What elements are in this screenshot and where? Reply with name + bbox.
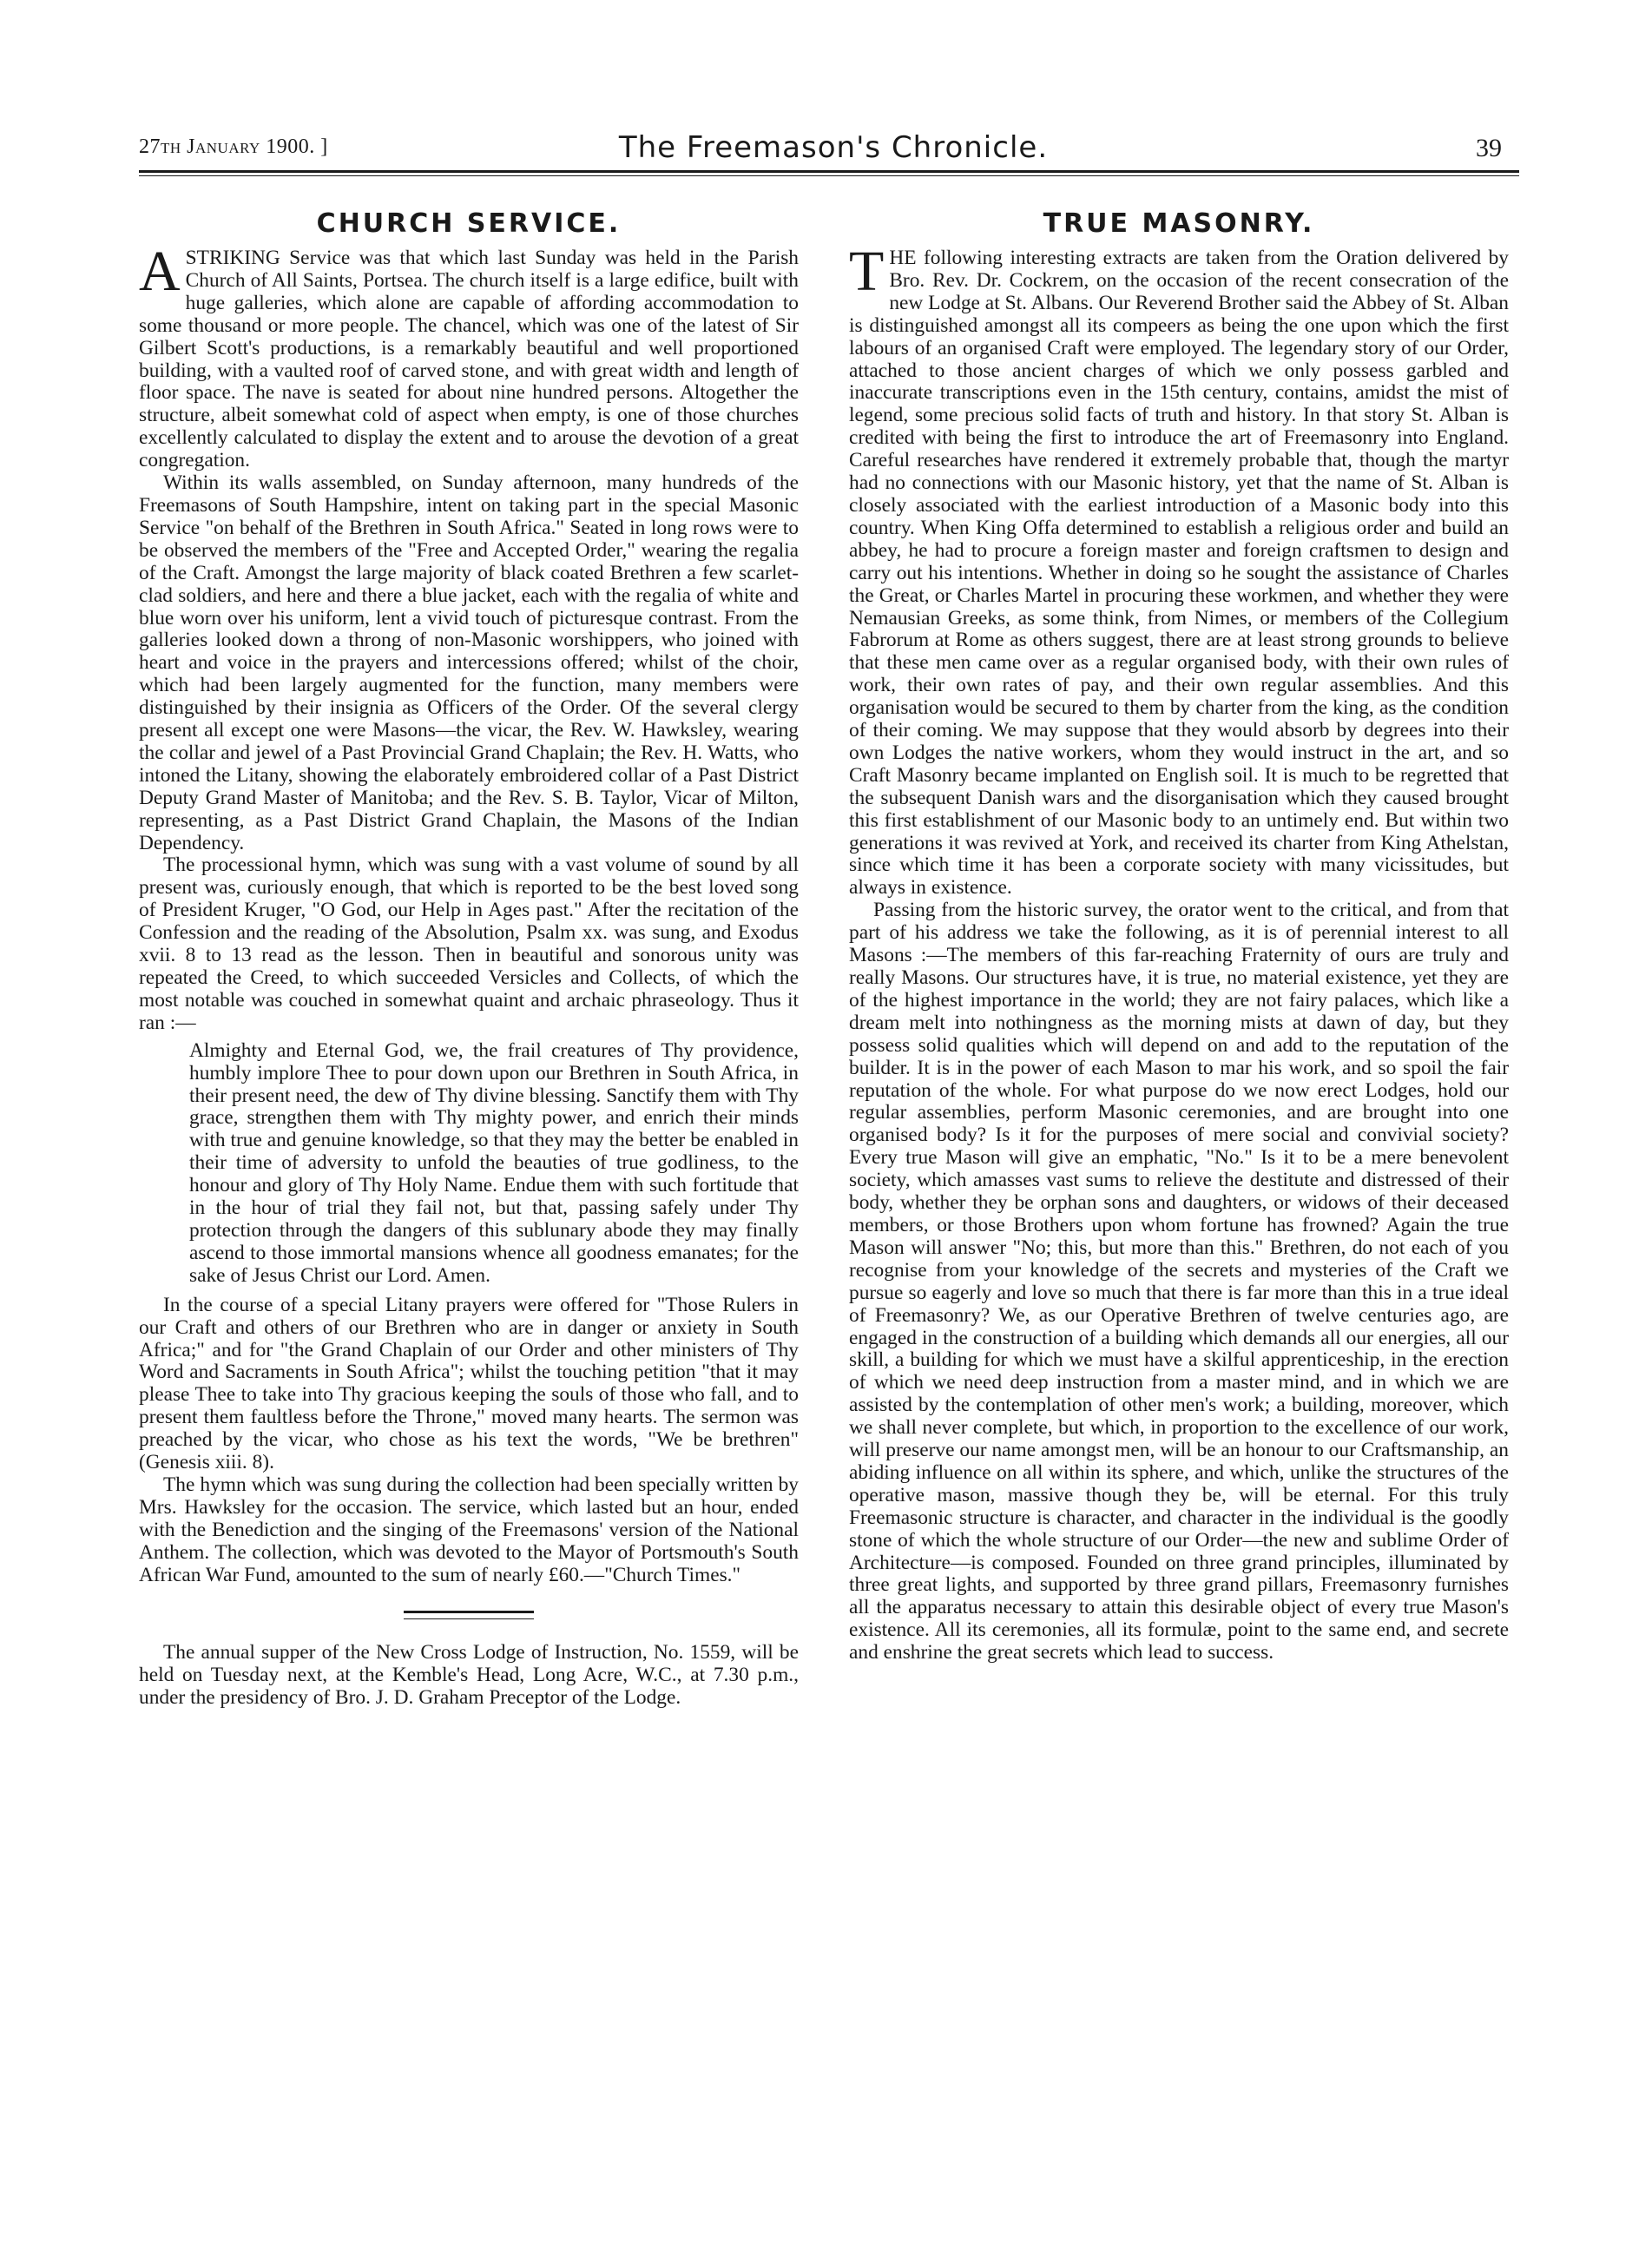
left-column	[139, 208, 799, 1710]
section-divider	[404, 1611, 534, 1619]
article-paragraph: The processional hymn, which was sung with a vast volume of sound by all present was, curiously enough, that which is reported to be the best loved song of President Kruger, "O God, our Help in Ages past." After the recitation of the Confession and the reading of the Absolution, Psalm xx. was sung, and Exodus xvii. 8 to 13 read as the lesson. Then in beautiful and sonorous unity was repeated the Creed, to which succeeded Versicles and Collects, of which the most notable was couched in somewhat quaint and archaic phraseology. Thus it ran :—	[139, 854, 799, 1034]
page-number: 39	[1476, 134, 1502, 162]
header-rule-thin	[139, 175, 1519, 176]
header-rule	[139, 170, 1519, 173]
article-paragraph: Within its walls assembled, on Sunday afternoon, many hundreds of the Freemasons of South Hampshire, intent on taking part in the special Masonic Service "on behalf of the Brethren in South Africa." Seated in long rows were to be observed the members of the "Free and Accepted Order," wearing the regalia of the Craft. Amongst the large majority of black coated Brethren a few scarlet-clad soldiers, and here and there a blue jacket, each with the regalia of white and blue worn over his uniform, lent a vivid touch of picturesque contrast. From the galleries looked down a throng of non-Masonic worshippers, who joined with heart and voice in the prayers and intercessions offered; whilst of the choir, which had been largely augmented for the function, many members were distinguished by their insignia as Officers of the Order. Of the several clergy present all except one were Masons—the vicar, the Rev. W. Hawksley, wearing the collar and jewel of a Past Provincial Grand Chaplain; the Rev. H. Watts, who intoned the Litany, showing the elaborately embroidered collar of a Past District Deputy Grand Master of Manitoba; and the Rev. S. B. Taylor, Vicar of Milton, representing, as a Past District Grand Chaplain, the Masons of the Indian Dependency.	[139, 471, 799, 854]
prayer-quotation: Almighty and Eternal God, we, the frail creatures of Thy providence, humbly implore Thee to pour down upon our Brethren in South Africa, in their present need, the dew of Thy divine blessing. Sanctify them with Thy grace, strengthen them with Thy mighty power, and enrich their minds with true and genuine knowledge, so that they may the better be enabled in their time of adversity to unfold the beauties of true godliness, to the honour and glory of Thy Holy Name. Endue them with such fortitude that in the hour of trial they fail not, but that, passing safely under Thy protection through the dangers of this sublunary abode they may finally ascend to those immortal mansions whence all goodness emanates; for the sake of Jesus Christ our Lord. Amen.	[189, 1038, 799, 1287]
issue-date: 27th January 1900. ]	[139, 135, 328, 158]
article-heading-church-service: CHURCH SERVICE.	[316, 208, 622, 239]
article-paragraph	[139, 240, 799, 472]
paragraph-text: HE following interesting extracts are taken from the Oration delivered by Bro. Rev. Dr. Cockrem, on the occasion of the recent consecration of the new Lodge at St. Albans. Our Reverend Brother said the Abbey of St. Alban is distinguished amongst all its compeers as being the one upon which the first labours of an organised Craft were employed. The legendary story of our Order, attached to those ancient charges of which we only possess garbled and inaccurate transcriptions even in the 15th century, contains, amidst the mist of legend, some precious solid facts of truth and history. In that story St. Alban is credited with being the first to introduce the art of Freemasonry into England. Careful researches have rendered it extremely probable that, though the martyr had no connections with our Masonic history, yet that the name of St. Alban is closely associated with the earliest introduction of a Masonic body into this country. When King Offa determined to establish a religious order and build an abbey, he had to procure a foreign master and foreign craftsmen to design and carry out his intentions. Whether in doing so he sought the assistance of Charles the Great, or Charles Martel in procuring these workmen, and whether they were Nemausian Greeks, as some think, from Nimes, or members of the Collegium Fabrorum at Rome as others suggest, there are at least strong grounds to believe that these men came over as a regular organised body, with their own rules of work, their own rates of pay, and their own regular assemblies. And this organisation would be secured to them by charter from the king, as the condition of their coming. We may suppose that they would absorb by degrees into their own Lodges the native workers, whom they would instruct in the art, and so Craft Masonry became implanted on English soil. It is much to be regretted that the subsequent Danish wars and the disorganisation which they caused brought this first establishment of our Masonic body to an untimely end. But within two generations it was revived at York, and received its charter from King Athelstan, since which time it has been a corporate society with many vicissitudes, but always in existence.	[849, 247, 1509, 900]
article-paragraph: In the course of a special Litany prayers were offered for "Those Rulers in our Craft and others of our Brethren who are in danger or anxiety in South Africa;" and for "the Grand Chaplain of our Order and other ministers of Thy Word and Sacraments in South Africa"; whilst the touching petition "that it may please Thee to take into Thy gracious keeping the souls of those who fall, and to present them faultless before the Throne," moved many hearts. The sermon was preached by the vicar, who chose as his text the words, "We be brethren" (Genesis xiii. 8).	[139, 1293, 799, 1474]
article-paragraph	[849, 240, 1509, 900]
article-paragraph: The hymn which was sung during the collection had been specially written by Mrs. Hawksley for the occasion. The service, which lasted but an hour, ended with the Benediction and the singing of the Freemasons' version of the National Anthem. The collection, which was devoted to the Mayor of Portsmouth's South African War Fund, amounted to the sum of nearly £60.—"Church Times."	[139, 1473, 799, 1586]
right-column	[849, 208, 1509, 1664]
masthead-title: The Freemason's Chronicle.	[618, 130, 1049, 165]
drop-cap: A	[139, 240, 181, 303]
page-header	[139, 130, 1528, 167]
article-paragraph: Passing from the historic survey, the orator went to the critical, and from that part of his address we take the following, as it is of perennial interest to all Masons :—The members of this far-reaching Fraternity of ours are truly and really Masons. Our structures have, it is true, no material existence, yet they are of the highest importance in the world; they are not fairy palaces, which like a dream melt into nothingness as the morning mists at dawn of day, but they possess solid qualities which will depend on and add to the reputation of the builder. It is in the power of each Mason to mar his work, and so spoil the fair reputation of the whole. For what purpose do we now erect Lodges, hold our regular assemblies, perform Masonic ceremonies, and are brought into one organised body? Is it for the purposes of mere social and convivial society? Every true Mason will give an emphatic, "No." Is it to be a mere benevolent society, which amasses vast sums to relieve the destitute and distressed of their body, whether they be orphan sons and daughters, or widows of their deceased members, or those Brothers upon whom fortune has frowned? Again the true Mason will answer "No; this, but more than this." Brethren, do not each of you recognise from your knowledge of the secrets and mysteries of the Craft we pursue so eagerly and love so much that there is far more than this in a true ideal of Freemasonry? We, as our Operative Brethren of twelve centuries ago, are engaged in the construction of a building which demands all our energies, all our skill, a building for which we must have a skilful apprenticeship, in the erection of which we need deep instruction from a master mind, and in which we are assisted by the contemplation of other men's work; a building, moreover, which we shall never complete, but which, in proportion to the excellence of our work, will preserve our name amongst men, will be an honour to our Craftsmanship, an abiding influence on all within its sphere, and which, unlike the structures of the operative mason, massive though they be, will be eternal. For this truly Freemasonic structure is character, and character in the individual is the goodly stone of which the whole structure of our Order—the new and sublime Order of Architecture—is composed. Founded on three grand principles, illuminated by three great lights, and supported by three grand pillars, Freemasonry furnishes all the apparatus necessary to attain this desirable object of every true Mason's existence. All its ceremonies, all its formulæ, point to the same end, and secrete and enshrine the great secrets which lead to success.	[849, 899, 1509, 1664]
notice-paragraph: The annual supper of the New Cross Lodge of Instruction, No. 1559, will be held on Tuesday next, at the Kemble's Head, Long Acre, W.C., at 7.30 p.m., under the presidency of Bro. J. D. Graham Preceptor of the Lodge.	[139, 1641, 799, 1710]
article-heading-true-masonry: TRUE MASONRY.	[1043, 208, 1315, 239]
paragraph-text: STRIKING Service was that which last Sunday was held in the Parish Church of All Saints, Portsea. The church itself is a large edifice, built with huge galleries, which alone are capable of affording accommodation to some thousand or more people. The chancel, which was one of the latest of Sir Gilbert Scott's productions, is a remarkably beautiful and well proportioned building, with a vaulted roof of carved stone, and with great width and length of floor space. The nave is seated for about nine hundred persons. Altogether the structure, albeit somewhat cold of aspect when empty, is one of those churches excellently calculated to display the extent and to arouse the devotion of a great congregation.	[139, 247, 799, 472]
drop-cap: T	[849, 240, 885, 303]
